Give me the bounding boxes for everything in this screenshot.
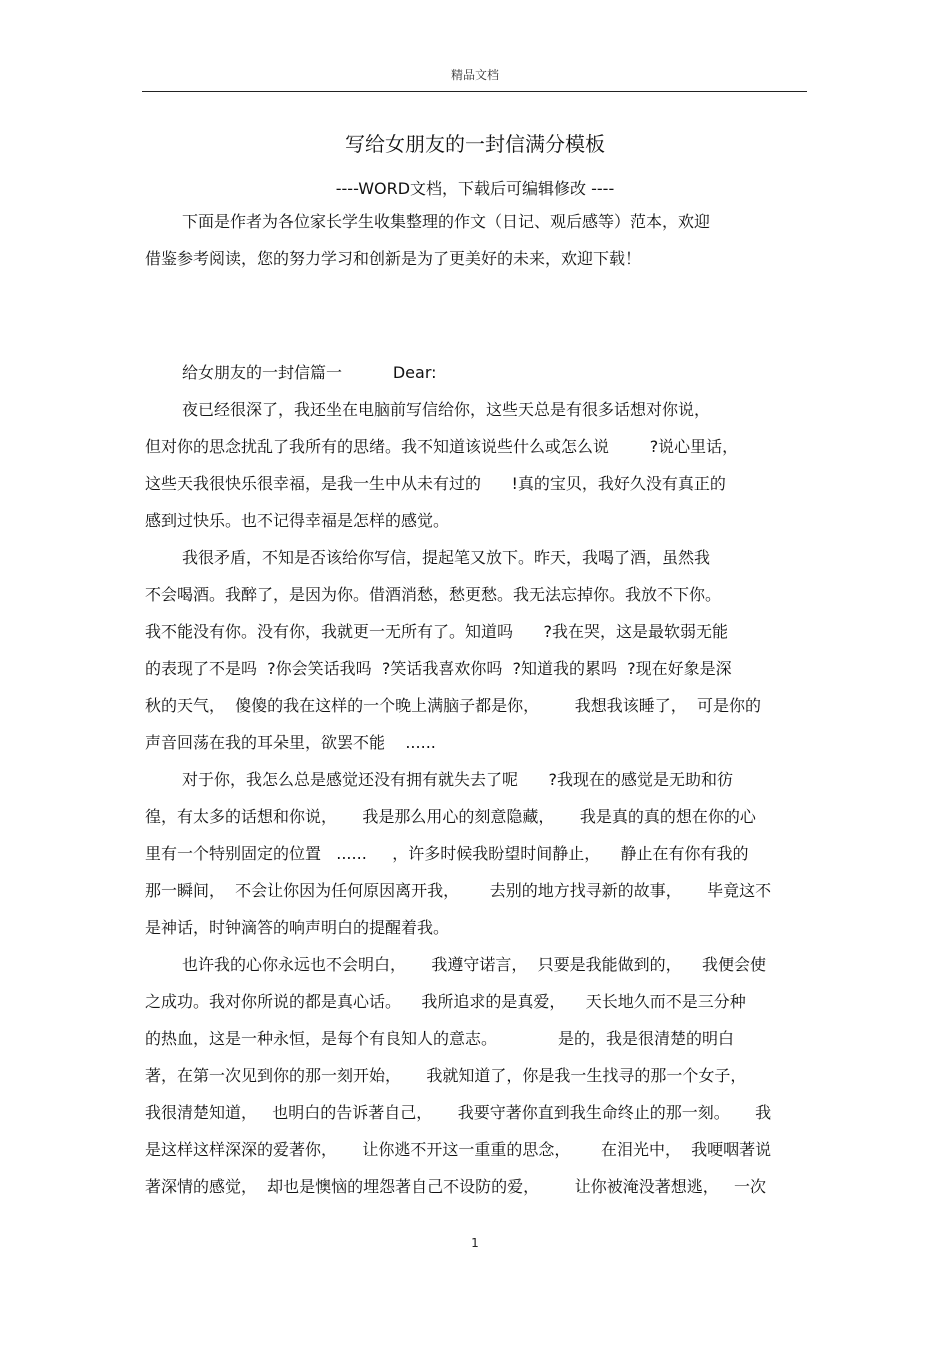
body-line: 我很矛盾，不知是否该给你写信，提起笔又放下。昨天，我喝了酒，虽然我 [182,548,711,567]
body-line: 里有一个特别固定的位置 ...... ，许多时候我盼望时间静止， 静止在有你有我的 [145,844,749,863]
document-subtitle: ----WORD文档，下载后可编辑修改 ---- [335,179,615,198]
document-title: 写给女朋友的一封信满分模板 [345,132,605,156]
body-line: 是神话，时钟滴答的响声明白的提醒着我。 [145,918,450,937]
body-line: 秋的天气， 傻傻的我在这样的一个晚上满脑子都是你， 我想我该睡了， 可是你的 [145,696,761,715]
body-line: 这些天我很快乐很幸福，是我一生中从未有过的 !真的宝贝，我好久没有真正的 [145,474,726,493]
body-line: 徨，有太多的话想和你说， 我是那么用心的刻意隐藏， 我是真的真的想在你的心 [145,807,756,826]
body-line: 著深情的感觉， 却也是懊恼的埋怨著自己不设防的爱， 让你被淹没著想逃， 一次 [145,1177,767,1196]
body-line: 的表现了不是吗 ?你会笑话我吗 ?笑话我喜欢你吗 ?知道我的累吗 ?现在好象是深 [145,659,732,678]
header-rule [142,91,807,92]
body-line: 但对你的思念扰乱了我所有的思绪。我不知道该说些什么或怎么说 ?说心里话， [145,437,739,456]
body-line: 感到过快乐。也不记得幸福是怎样的感觉。 [145,511,450,530]
body-line: 我不能没有你。没有你，我就更一无所有了。知道吗 ?我在哭，这是最软弱无能 [145,622,729,641]
page-header: 精品文档 [450,68,499,82]
body-line: 的热血，这是一种永恒，是每个有良知人的意志。 是的，我是很清楚的明白 [145,1029,735,1048]
body-line: 下面是作者为各位家长学生收集整理的作文（日记、观后感等）范本，欢迎 [182,212,711,231]
body-line: 借鉴参考阅读，您的努力学习和创新是为了更美好的未来，欢迎下载！ [145,249,642,268]
body-line: 给女朋友的一封信篇一 Dear: [182,363,437,382]
body-line: 之成功。我对你所说的都是真心话。 我所追求的是真爱， 天长地久而不是三分种 [145,992,746,1011]
body-line: 也许我的心你永远也不会明白， 我遵守诺言， 只要是我能做到的， 我便会使 [182,955,766,974]
body-line: 声音回荡在我的耳朵里，欲罢不能 ...... [145,733,436,752]
body-line: 那一瞬间， 不会让你因为任何原因离开我， 去别的地方找寻新的故事， 毕竟这不 [145,881,772,900]
body-line: 是这样这样深深的爱著你， 让你逃不开这一重重的思念， 在泪光中， 我哽咽著说 [145,1140,772,1159]
body-line: 对于你，我怎么总是感觉还没有拥有就失去了呢 ?我现在的感觉是无助和彷 [182,770,734,789]
body-line: 著，在第一次见到你的那一刻开始， 我就知道了，你是我一生找寻的那一个女子， [145,1066,747,1085]
body-line: 不会喝酒。我醉了，是因为你。借酒消愁，愁更愁。我无法忘掉你。我放不下你。 [145,585,722,604]
body-line: 夜已经很深了，我还坐在电脑前写信给你，这些天总是有很多话想对你说， [182,400,711,419]
page-number: 1 [471,1236,479,1250]
body-line: 我很清楚知道， 也明白的告诉著自己， 我要守著你直到我生命终止的那一刻。 我 [145,1103,772,1122]
